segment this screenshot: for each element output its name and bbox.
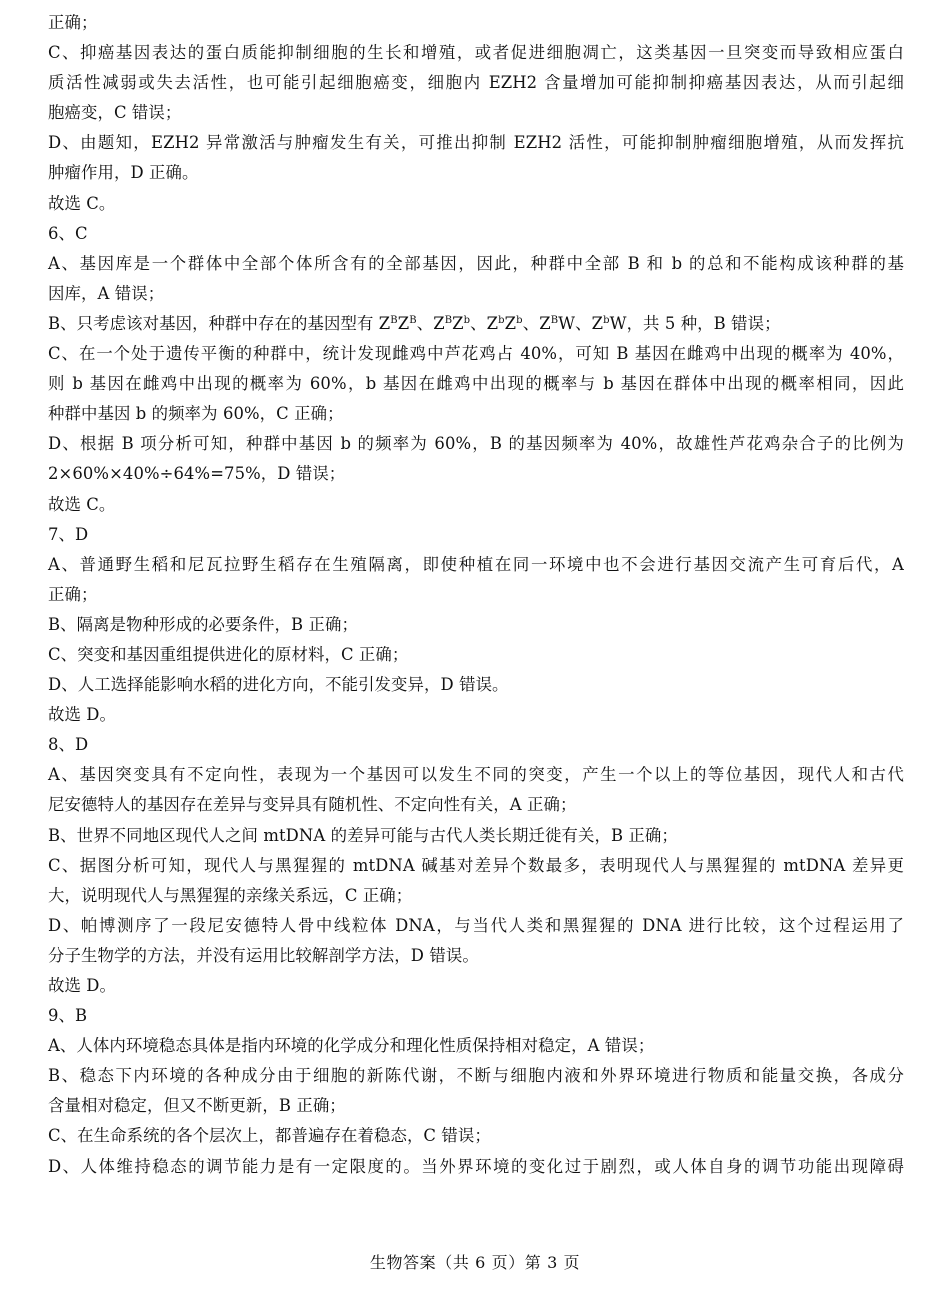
- text-line: D、帕博测序了一段尼安德特人骨中线粒体 DNA，与当代人类和黑猩猩的 DNA 进行比较，这个过程运用了: [48, 915, 904, 935]
- genotype-line: B、只考虑该对基因，种群中存在的基因型有 $Z^BZ^B$、$Z^BZ^b$、$Z^bZ^b$、$Z^BW$、$Z^bW$，共 5 种，B 错误；: [48, 313, 781, 333]
- text-line: A、基因库是一个群体中全部个体所含有的全部基因，因此，种群中全部 B 和 b 的总和不能构成该种群的基: [48, 253, 904, 273]
- text-line: 正确；: [48, 13, 98, 32]
- text-line: B、隔离是物种形成的必要条件，B 正确；: [48, 614, 358, 634]
- text-line: A、普通野生稻和尼瓦拉野生稻存在生殖隔离，即使种植在同一环境中也不会进行基因交流产生可育后代，A: [48, 554, 904, 574]
- text-line: A、基因突变具有不定向性，表现为一个基因可以发生不同的突变，产生一个以上的等位基因，现代人和古代: [48, 765, 904, 785]
- text-line: 故选 C。: [48, 193, 116, 213]
- text-line: C、抑癌基因表达的蛋白质能抑制细胞的生长和增殖，或者促进细胞凋亡，这类基因一旦突变而导致相应蛋白: [48, 43, 904, 63]
- text-line: C、在一个处于遗传平衡的种群中，统计发现雌鸡中芦花鸡占 40%，可知 B 基因在雌鸡中出现的概率为 40%，: [48, 344, 904, 364]
- question-number: 8、D: [48, 735, 89, 755]
- text-line: 种群中基因 b 的频率为 60%，C 正确；: [48, 404, 344, 424]
- answer-page-body: [48, 8, 904, 1182]
- genotype-suffix: ，共 5 种，B 错误；: [626, 313, 781, 333]
- text-line: D、人工选择能影响水稻的进化方向，不能引发变异，D 错误。: [48, 675, 509, 695]
- question-number: 6、C: [48, 223, 88, 243]
- text-line: D、由题知，EZH2 异常激活与肿瘤发生有关，可推出抑制 EZH2 活性，可能抑制肿瘤细胞增殖，从而发挥抗: [48, 133, 904, 153]
- text-line: D、根据 B 项分析可知，种群中基因 b 的频率为 60%，B 的基因频率为 40%，故雄性芦花鸡杂合子的比例为: [48, 434, 904, 454]
- question-number: 7、D: [48, 524, 89, 544]
- text-line: 故选 D。: [48, 705, 117, 725]
- text-line: C、突变和基因重组提供进化的原材料，C 正确；: [48, 644, 409, 664]
- genotype-prefix: B、只考虑该对基因，种群中存在的基因型有: [48, 313, 379, 333]
- text-line: C、在生命系统的各个层次上，都普遍存在着稳态，C 错误；: [48, 1126, 491, 1146]
- text-line: 2×60%×40%÷64%=75%，D 错误；: [48, 464, 346, 484]
- text-line: 因库，A 错误；: [48, 283, 165, 303]
- page-footer: 生物答案（共 6 页）第 3 页: [369, 1253, 581, 1272]
- text-line: 肿瘤作用，D 正确。: [48, 163, 199, 183]
- text-line: D、人体维持稳态的调节能力是有一定限度的。当外界环境的变化过于剧烈，或人体自身的调节功能出现障碍: [48, 1156, 904, 1176]
- text-line: C、据图分析可知，现代人与黑猩猩的 mtDNA 碱基对差异个数最多，表明现代人与黑猩猩的 mtDNA 差异更: [48, 855, 904, 875]
- text-line: 则 b 基因在雌鸡中出现的概率为 60%，b 基因在雌鸡中出现的概率与 b 基因在群体中出现的概率相同，因此: [48, 374, 904, 394]
- text-line: B、世界不同地区现代人之间 mtDNA 的差异可能与古代人类长期迁徙有关，B 正确；: [48, 825, 678, 845]
- text-line: B、稳态下内环境的各种成分由于细胞的新陈代谢，不断与细胞内液和外界环境进行物质和能量交换，各成分: [48, 1066, 904, 1086]
- text-line: 胞癌变，C 错误；: [48, 103, 182, 123]
- text-line: 故选 D。: [48, 976, 117, 995]
- text-line: 质活性减弱或失去活性，也可能引起细胞癌变，细胞内 EZH2 含量增加可能抑制抑癌基因表达，从而引起细: [48, 73, 904, 93]
- text-line: 分子生物学的方法，并没有运用比较解剖学方法，D 错误。: [48, 945, 479, 965]
- text-line: 故选 C。: [48, 494, 116, 514]
- text-line: 大，说明现代人与黑猩猩的亲缘关系远，C 正确；: [48, 885, 413, 905]
- text-line: 尼安德特人的基因存在差异与变异具有随机性、不定向性有关，A 正确；: [48, 795, 577, 815]
- text-line: 正确；: [48, 584, 98, 604]
- text-line: A、人体内环境稳态具体是指内环境的化学成分和理化性质保持相对稳定，A 错误；: [48, 1036, 655, 1056]
- text-line: 含量相对稳定，但又不断更新，B 正确；: [48, 1096, 346, 1116]
- question-number: 9、B: [48, 1006, 88, 1026]
